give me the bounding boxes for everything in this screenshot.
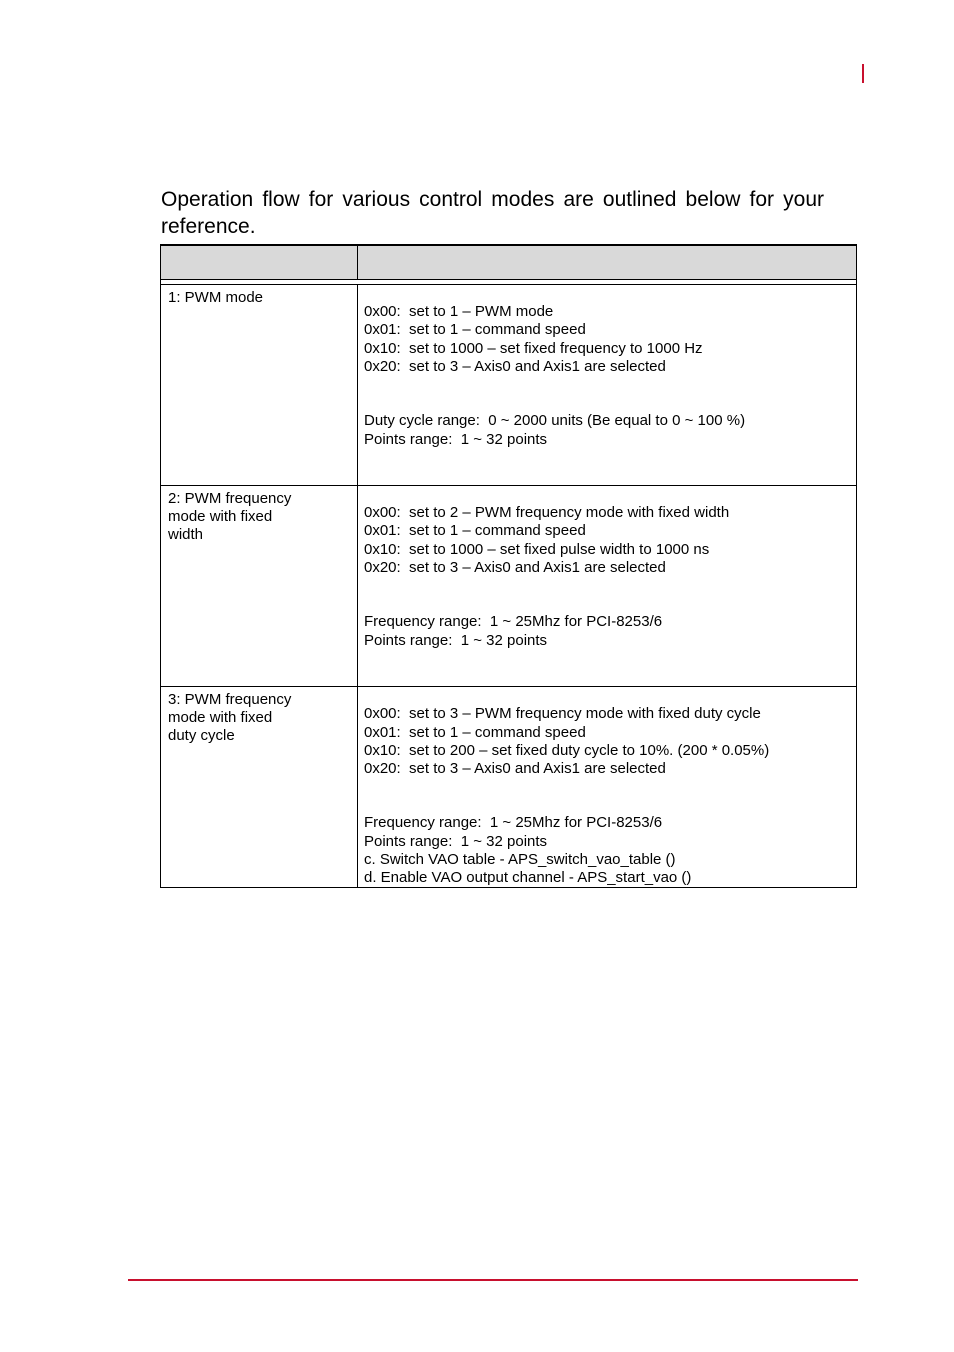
flow-cell bbox=[358, 486, 856, 686]
table-row bbox=[160, 485, 857, 687]
flow-line bbox=[364, 796, 850, 814]
flow-line: d. Enable VAO output channel - APS_start_vao () bbox=[364, 869, 692, 886]
flow-line bbox=[364, 577, 850, 595]
mode-label-line: width bbox=[168, 526, 204, 544]
mode-label-line: 2: PWM frequency bbox=[168, 490, 292, 508]
mode-label-line: duty cycle bbox=[168, 727, 235, 745]
flow-line bbox=[364, 285, 850, 303]
flow-line: 0x01: set to 1 – command speed bbox=[364, 522, 586, 540]
control-mode-table bbox=[160, 244, 857, 888]
table-body bbox=[160, 284, 857, 888]
flow-cell bbox=[358, 285, 856, 485]
flow-cell bbox=[358, 687, 856, 887]
mode-cell bbox=[161, 486, 358, 686]
flow-line bbox=[364, 595, 850, 613]
flow-line: 0x20: set to 3 – Axis0 and Axis1 are selected bbox=[364, 759, 666, 777]
footer-rule bbox=[128, 1279, 858, 1281]
page-edge-mark bbox=[862, 64, 864, 83]
flow-line bbox=[364, 687, 850, 705]
flow-line bbox=[364, 486, 850, 504]
flow-line: Points range: 1 ~ 32 points bbox=[364, 430, 548, 448]
mode-label-line: 3: PWM frequency bbox=[168, 691, 292, 709]
flow-line: 0x10: set to 1000 – set fixed pulse width to 1000 ns bbox=[364, 540, 710, 558]
flow-line: 0x00: set to 3 – PWM frequency mode with fixed duty cycle bbox=[364, 705, 761, 723]
mode-label-line: mode with fixed bbox=[168, 508, 273, 526]
table-header bbox=[160, 244, 857, 280]
flow-line bbox=[364, 650, 850, 668]
flow-line: Frequency range: 1 ~ 25Mhz for PCI-8253/6 bbox=[364, 613, 663, 631]
flow-line: Points range: 1 ~ 32 points bbox=[364, 631, 548, 649]
flow-line bbox=[364, 376, 850, 394]
flow-line: 0x10: set to 200 – set fixed duty cycle to 10%. (200 * 0.05%) bbox=[364, 741, 770, 759]
flow-line: 0x01: set to 1 – command speed bbox=[364, 321, 586, 339]
mode-cell bbox=[161, 687, 358, 887]
mode-label-line: mode with fixed bbox=[168, 709, 273, 727]
table-row bbox=[160, 284, 857, 486]
flow-line bbox=[364, 467, 850, 485]
flow-line bbox=[364, 668, 850, 686]
flow-line: 0x00: set to 1 – PWM mode bbox=[364, 303, 554, 321]
flow-line: 0x20: set to 3 – Axis0 and Axis1 are selected bbox=[364, 357, 666, 375]
intro-paragraph: Operation flow for various control modes are outlined below for your reference. bbox=[161, 188, 824, 238]
flow-line: 0x20: set to 3 – Axis0 and Axis1 are selected bbox=[364, 558, 666, 576]
flow-line bbox=[364, 778, 850, 796]
table-row bbox=[160, 686, 857, 888]
flow-line: c. Switch VAO table - APS_switch_vao_table () bbox=[364, 850, 676, 868]
mode-cell bbox=[161, 285, 358, 485]
mode-label-line: 1: PWM mode bbox=[168, 289, 264, 306]
flow-line bbox=[364, 394, 850, 412]
flow-line: 0x01: set to 1 – command speed bbox=[364, 723, 586, 741]
header-cell-mode bbox=[161, 246, 358, 279]
flow-line: Duty cycle range: 0 ~ 2000 units (Be equal to 0 ~ 100 %) bbox=[364, 412, 746, 430]
flow-line: 0x00: set to 2 – PWM frequency mode with fixed width bbox=[364, 504, 730, 522]
flow-line: Frequency range: 1 ~ 25Mhz for PCI-8253/6 bbox=[364, 814, 663, 832]
flow-line: 0x10: set to 1000 – set fixed frequency to 1000 Hz bbox=[364, 339, 703, 357]
flow-line: Points range: 1 ~ 32 points bbox=[364, 832, 548, 850]
header-cell-flow bbox=[358, 246, 856, 279]
flow-line bbox=[364, 449, 850, 467]
